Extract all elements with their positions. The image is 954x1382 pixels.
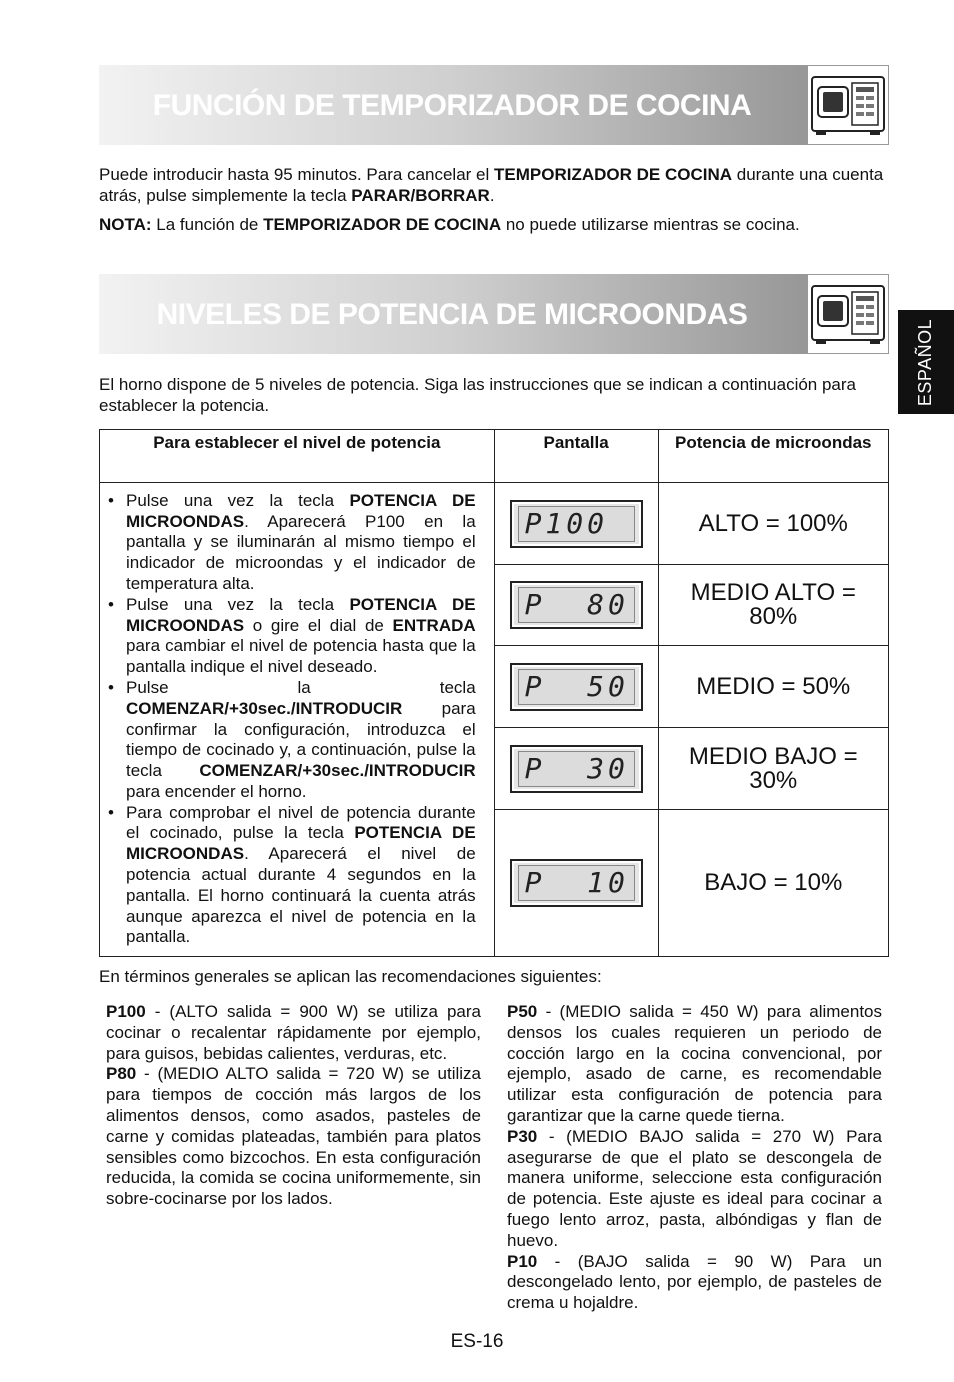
lcd-display: P100	[510, 500, 643, 548]
recommendation-p80: P80 - (MEDIO ALTO salida = 720 W) se utiliza para tiempos de cocción más largos de los alimentos densos, como asados, pasteles de carne y comidas plateadas, también para platos sensibles como bizcochos. En esta configuración reducida, la comida se cocina uniformemente, sin sobre-cocinarse por los lados.	[106, 1064, 481, 1209]
timer-banner	[99, 65, 889, 145]
power-intro	[99, 374, 889, 424]
general-intro	[99, 966, 889, 995]
language-label: ESPAÑOL	[915, 318, 936, 406]
power-table	[99, 429, 889, 957]
timer-note: NOTA: La función de TEMPORIZADOR DE COCINA no puede utilizarse mientras se cocina.	[99, 215, 800, 234]
header-display: Pantalla	[494, 430, 658, 483]
recommendation-p10: P10 - (BAJO salida = 90 W) Para un descongelado lento, por ejemplo, de pasteles de crema u hojaldre.	[507, 1251, 882, 1313]
display-cell	[494, 810, 658, 957]
lcd-display: P 80	[510, 581, 643, 629]
recommendation-p100: P100 - (ALTO salida = 900 W) se utiliza para cocinar o recalentar rápidamente por ejemplo, para guisos, bebidas calientes, verduras, etc.	[106, 1002, 481, 1063]
display-cell	[494, 728, 658, 810]
timer-paragraph: Puede introducir hasta 95 minutos. Para cancelar el TEMPORIZADOR DE COCINA durante una cuenta atrás, pulse simplemente la tecla PARAR/BORRAR.	[99, 165, 884, 205]
timer-text	[99, 164, 889, 243]
list-item: • Pulse una vez la tecla POTENCIA DE MICROONDAS o gire el dial de ENTRADA para cambiar el nivel de potencia hasta que la pantalla indique el nivel deseado.	[108, 595, 476, 678]
steps-cell	[100, 483, 495, 957]
level-cell: ALTO = 100%	[658, 483, 888, 565]
recommendations-left	[106, 1002, 481, 1210]
recommendations-right	[507, 1002, 882, 1314]
lcd-display: P 30	[510, 745, 643, 793]
language-tab	[898, 310, 954, 414]
power-title: NIVELES DE POTENCIA DE MICROONDAS	[156, 297, 748, 331]
list-item: • Pulse una vez la tecla POTENCIA DE MICROONDAS. Aparecerá P100 en la pantalla y se iluminarán al mismo tiempo el indicador de microondas y el indicador de temperatura alta.	[108, 491, 476, 595]
display-cell	[494, 646, 658, 728]
lcd-display: P 10	[510, 859, 643, 907]
table-row	[100, 483, 889, 565]
header-set-level: Para establecer el nivel de potencia	[100, 430, 495, 483]
page-number: ES-16	[450, 1331, 504, 1352]
level-cell: MEDIO ALTO = 80%	[658, 565, 888, 646]
power-intro-text: El horno dispone de 5 niveles de potencia. Siga las instrucciones que se indican a continuación para establecer la potencia.	[99, 375, 856, 415]
recommendation-p30: P30 - (MEDIO BAJO salida = 270 W) Para asegurarse de que el plato se descongela de manera uniforme, seleccione esta configuración de potencia. Este ajuste es ideal para cocinar a fuego lento arroz, pasta, albóndigas y flan de huevo.	[507, 1126, 882, 1250]
recommendation-p50: P50 - (MEDIO salida = 450 W) para alimentos densos los cuales requieren un periodo de cocción largo en la cocina convencional, por ejemplo, asado de carne, es recomendable utilizar esta configuración de potencia para garantizar que la carne quede tierna.	[507, 1002, 882, 1125]
timer-title: FUNCIÓN DE TEMPORIZADOR DE COCINA	[152, 88, 752, 122]
header-power: Potencia de microondas	[658, 430, 888, 483]
general-intro-text: En términos generales se aplican las recomendaciones siguientes:	[99, 967, 602, 986]
list-item: • Pulse la tecla COMENZAR/+30sec./INTRODUCIR para confirmar la configuración, introduzca el tiempo de cocinado y, a continuación, pulse la tecla COMENZAR/+30sec./INTRODUCIR para encender el horno.	[108, 678, 476, 803]
microwave-icon	[807, 274, 889, 354]
power-banner	[99, 274, 889, 354]
table-header-row	[100, 430, 889, 483]
level-cell: MEDIO = 50%	[658, 646, 888, 728]
lcd-display: P 50	[510, 663, 643, 711]
level-cell: BAJO = 10%	[658, 810, 888, 957]
list-item: • Para comprobar el nivel de potencia durante el cocinado, pulse la tecla POTENCIA DE MICROONDAS. Aparecerá el nivel de potencia actual durante 4 segundos en la pantalla. El horno continuará la cuenta atrás aunque aparezca el nivel de potencia en la pantalla.	[108, 803, 476, 949]
microwave-icon	[807, 65, 889, 145]
level-cell: MEDIO BAJO = 30%	[658, 728, 888, 810]
display-cell	[494, 565, 658, 646]
display-cell	[494, 483, 658, 565]
